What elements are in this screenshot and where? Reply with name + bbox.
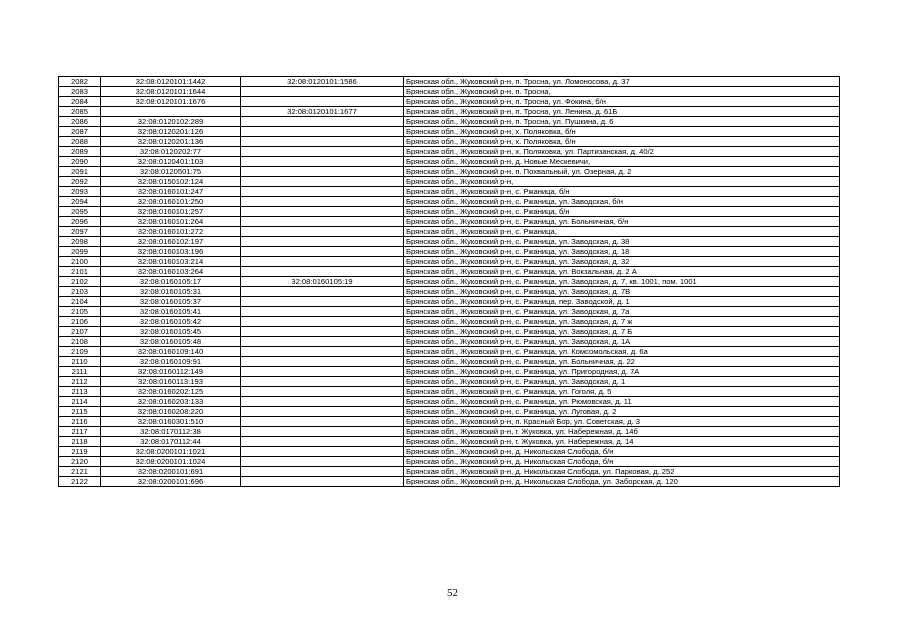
address-cell: Брянская обл., Жуковский р-н, х. Поляковка, б/н xyxy=(404,137,840,147)
cadastral-number-cell: 32:08:0160101:250 xyxy=(101,197,241,207)
row-number-cell: 2083 xyxy=(59,87,101,97)
cadastral-number-cell: 32:08:0170112:44 xyxy=(101,437,241,447)
address-cell: Брянская обл., Жуковский р-н, с. Ржаница, ул. Луговая, д. 2 xyxy=(404,407,840,417)
row-number-cell: 2112 xyxy=(59,377,101,387)
row-number-cell: 2116 xyxy=(59,417,101,427)
row-number-cell: 2095 xyxy=(59,207,101,217)
cadastral-number-cell: 32:08:0160102:197 xyxy=(101,237,241,247)
table-row xyxy=(59,367,840,377)
cadastral-number-cell: 32:08:0160105:48 xyxy=(101,337,241,347)
cadastral-number-cell: 32:08:0160109:140 xyxy=(101,347,241,357)
row-number-cell: 2090 xyxy=(59,157,101,167)
related-cadastral-number-cell xyxy=(241,327,404,337)
related-cadastral-number-cell xyxy=(241,227,404,237)
cadastral-number-cell: 32:08:0160101:247 xyxy=(101,187,241,197)
related-cadastral-number-cell xyxy=(241,247,404,257)
related-cadastral-number-cell xyxy=(241,207,404,217)
row-number-cell: 2097 xyxy=(59,227,101,237)
row-number-cell: 2094 xyxy=(59,197,101,207)
related-cadastral-number-cell xyxy=(241,117,404,127)
table-row xyxy=(59,477,840,487)
related-cadastral-number-cell xyxy=(241,237,404,247)
table-row xyxy=(59,237,840,247)
table-row xyxy=(59,187,840,197)
cadastral-number-cell: 32:08:0160105:37 xyxy=(101,297,241,307)
related-cadastral-number-cell xyxy=(241,197,404,207)
cadastral-number-cell: 32:08:0160101:264 xyxy=(101,217,241,227)
table-row xyxy=(59,387,840,397)
cadastral-number-cell: 32:08:0160105:31 xyxy=(101,287,241,297)
address-cell: Брянская обл., Жуковский р-н, д. Никольская Слобода, ул. Заборская, д. 120 xyxy=(404,477,840,487)
address-cell: Брянская обл., Жуковский р-н, п. Похвальный, ул. Озерная, д. 2 xyxy=(404,167,840,177)
row-number-cell: 2088 xyxy=(59,137,101,147)
row-number-cell: 2087 xyxy=(59,127,101,137)
related-cadastral-number-cell xyxy=(241,317,404,327)
row-number-cell: 2114 xyxy=(59,397,101,407)
table-row xyxy=(59,357,840,367)
row-number-cell: 2105 xyxy=(59,307,101,317)
row-number-cell: 2101 xyxy=(59,267,101,277)
table-row xyxy=(59,97,840,107)
address-cell: Брянская обл., Жуковский р-н, с. Ржаница, ул. Больничная, б/н xyxy=(404,217,840,227)
cadastral-number-cell: 32:08:0120102:289 xyxy=(101,117,241,127)
row-number-cell: 2122 xyxy=(59,477,101,487)
table-row xyxy=(59,167,840,177)
related-cadastral-number-cell xyxy=(241,297,404,307)
address-cell: Брянская обл., Жуковский р-н, п. Красный Бор, ул. Советская, д. 3 xyxy=(404,417,840,427)
address-cell: Брянская обл., Жуковский р-н, п. Тросна, ул. Фокина, б/н xyxy=(404,97,840,107)
cadastral-number-cell: 32:08:0160105:17 xyxy=(101,277,241,287)
address-cell: Брянская обл., Жуковский р-н, д. Никольская Слобода, б/н xyxy=(404,447,840,457)
table-row xyxy=(59,117,840,127)
row-number-cell: 2102 xyxy=(59,277,101,287)
cadastral-number-cell: 32:08:0160105:42 xyxy=(101,317,241,327)
address-cell: Брянская обл., Жуковский р-н, с. Ржаница, ул. Заводская, д. 18 xyxy=(404,247,840,257)
table-row xyxy=(59,267,840,277)
table-row xyxy=(59,327,840,337)
related-cadastral-number-cell xyxy=(241,387,404,397)
table-row xyxy=(59,347,840,357)
row-number-cell: 2093 xyxy=(59,187,101,197)
row-number-cell: 2106 xyxy=(59,317,101,327)
address-cell: Брянская обл., Жуковский р-н, с. Ржаница, ул. Вокзальная, д. 2 А xyxy=(404,267,840,277)
cadastral-number-cell: 32:08:0160103:264 xyxy=(101,267,241,277)
table-row xyxy=(59,457,840,467)
cadastral-number-cell: 32:08:0150102:124 xyxy=(101,177,241,187)
cadastral-number-cell: 32:08:0120202:77 xyxy=(101,147,241,157)
cadastral-number-cell: 32:08:0120201:136 xyxy=(101,137,241,147)
cadastral-number-cell: 32:08:0160301:510 xyxy=(101,417,241,427)
table-row xyxy=(59,177,840,187)
address-cell: Брянская обл., Жуковский р-н, с. Ржаница, ул. Пригородная, д. 7А xyxy=(404,367,840,377)
address-cell: Брянская обл., Жуковский р-н, х. Поляковка, ул. Партизанская, д. 40/2 xyxy=(404,147,840,157)
row-number-cell: 2084 xyxy=(59,97,101,107)
address-cell: Брянская обл., Жуковский р-н, д. Никольская Слобода, ул. Парковая, д. 252 xyxy=(404,467,840,477)
row-number-cell: 2100 xyxy=(59,257,101,267)
cadastral-number-cell: 32:08:0160105:41 xyxy=(101,307,241,317)
address-cell: Брянская обл., Жуковский р-н, с. Ржаница, ул. Заводская, д. 7 ж xyxy=(404,317,840,327)
address-cell: Брянская обл., Жуковский р-н, с. Ржаница, ул. Гоголя, д. 5 xyxy=(404,387,840,397)
address-cell: Брянская обл., Жуковский р-н, г. Жуковка, ул. Набережная, д. 14б xyxy=(404,427,840,437)
cadastral-number-cell xyxy=(101,107,241,117)
row-number-cell: 2107 xyxy=(59,327,101,337)
row-number-cell: 2085 xyxy=(59,107,101,117)
table-row xyxy=(59,337,840,347)
table-row xyxy=(59,217,840,227)
cadastral-number-cell: 32:08:0120201:126 xyxy=(101,127,241,137)
cadastral-number-cell: 32:08:0160103:214 xyxy=(101,257,241,267)
table-row xyxy=(59,467,840,477)
table-row xyxy=(59,207,840,217)
table-row xyxy=(59,107,840,117)
cadastral-number-cell: 32:08:0160112:149 xyxy=(101,367,241,377)
table-row xyxy=(59,227,840,237)
related-cadastral-number-cell xyxy=(241,357,404,367)
table-row xyxy=(59,377,840,387)
table-row xyxy=(59,137,840,147)
related-cadastral-number-cell xyxy=(241,457,404,467)
related-cadastral-number-cell xyxy=(241,427,404,437)
table-row xyxy=(59,257,840,267)
related-cadastral-number-cell xyxy=(241,287,404,297)
cadastral-number-cell: 32:08:0160101:272 xyxy=(101,227,241,237)
related-cadastral-number-cell xyxy=(241,367,404,377)
cadastral-number-cell: 32:08:0120101:1442 xyxy=(101,77,241,87)
address-cell: Брянская обл., Жуковский р-н, с. Ржаница, б/н xyxy=(404,207,840,217)
address-cell: Брянская обл., Жуковский р-н, с. Ржаница, ул. Заводская, д. 32 xyxy=(404,257,840,267)
row-number-cell: 2099 xyxy=(59,247,101,257)
address-cell: Брянская обл., Жуковский р-н, с. Ржаница, ул. Заводская, д. 7 Б xyxy=(404,327,840,337)
address-cell: Брянская обл., Жуковский р-н, п. Тросна, ул. Пушкина, д. 6 xyxy=(404,117,840,127)
row-number-cell: 2098 xyxy=(59,237,101,247)
related-cadastral-number-cell xyxy=(241,257,404,267)
table-row xyxy=(59,277,840,287)
row-number-cell: 2111 xyxy=(59,367,101,377)
table-row xyxy=(59,297,840,307)
related-cadastral-number-cell xyxy=(241,167,404,177)
row-number-cell: 2104 xyxy=(59,297,101,307)
related-cadastral-number-cell xyxy=(241,97,404,107)
table-row xyxy=(59,397,840,407)
table-row xyxy=(59,87,840,97)
address-cell: Брянская обл., Жуковский р-н, с. Ржаница, ул. Заводская, д. 1 xyxy=(404,377,840,387)
table-row xyxy=(59,157,840,167)
page-number: 52 xyxy=(447,587,458,599)
cadastral-number-cell: 32:08:0160109:91 xyxy=(101,357,241,367)
registry-table xyxy=(58,76,840,487)
related-cadastral-number-cell xyxy=(241,267,404,277)
table-row xyxy=(59,307,840,317)
cadastral-number-cell: 32:08:0160103:196 xyxy=(101,247,241,257)
address-cell: Брянская обл., Жуковский р-н, п. Тросна, ул. Ленина, д. 61Б xyxy=(404,107,840,117)
row-number-cell: 2120 xyxy=(59,457,101,467)
table-row xyxy=(59,147,840,157)
table-row xyxy=(59,427,840,437)
row-number-cell: 2109 xyxy=(59,347,101,357)
related-cadastral-number-cell xyxy=(241,467,404,477)
cadastral-number-cell: 32:08:0200101:691 xyxy=(101,467,241,477)
row-number-cell: 2092 xyxy=(59,177,101,187)
address-cell: Брянская обл., Жуковский р-н, п. Тросна, xyxy=(404,87,840,97)
related-cadastral-number-cell xyxy=(241,177,404,187)
related-cadastral-number-cell xyxy=(241,437,404,447)
cadastral-number-cell: 32:08:0120101:1644 xyxy=(101,87,241,97)
address-cell: Брянская обл., Жуковский р-н, с. Ржаница, ул. Заводская, д. 7В xyxy=(404,287,840,297)
row-number-cell: 2115 xyxy=(59,407,101,417)
address-cell: Брянская обл., Жуковский р-н, с. Ржаница, ул. Комсомольская, д. 6а xyxy=(404,347,840,357)
related-cadastral-number-cell xyxy=(241,87,404,97)
address-cell: Брянская обл., Жуковский р-н, с. Ржаница, ул. Заводская, д. 7а xyxy=(404,307,840,317)
table-row xyxy=(59,77,840,87)
cadastral-number-cell: 32:08:0160208:220 xyxy=(101,407,241,417)
cadastral-number-cell: 32:08:0160113:193 xyxy=(101,377,241,387)
row-number-cell: 2118 xyxy=(59,437,101,447)
address-cell: Брянская обл., Жуковский р-н, д. Никольская Слобода, б/н xyxy=(404,457,840,467)
related-cadastral-number-cell xyxy=(241,397,404,407)
related-cadastral-number-cell xyxy=(241,157,404,167)
cadastral-number-cell: 32:08:0160203:133 xyxy=(101,397,241,407)
cadastral-number-cell: 32:08:0120401:103 xyxy=(101,157,241,167)
table-row xyxy=(59,407,840,417)
address-cell: Брянская обл., Жуковский р-н, с. Ржаница, пер. Заводской, д. 1 xyxy=(404,297,840,307)
address-cell: Брянская обл., Жуковский р-н, с. Ржаница, ул. Заводская, д. 1А xyxy=(404,337,840,347)
row-number-cell: 2091 xyxy=(59,167,101,177)
row-number-cell: 2117 xyxy=(59,427,101,437)
related-cadastral-number-cell: 32:08:0160105:19 xyxy=(241,277,404,287)
cadastral-number-cell: 32:08:0200101:1021 xyxy=(101,447,241,457)
table-row xyxy=(59,437,840,447)
row-number-cell: 2089 xyxy=(59,147,101,157)
related-cadastral-number-cell xyxy=(241,407,404,417)
related-cadastral-number-cell xyxy=(241,147,404,157)
cadastral-number-cell: 32:08:0120101:1676 xyxy=(101,97,241,107)
table-row xyxy=(59,127,840,137)
related-cadastral-number-cell xyxy=(241,187,404,197)
cadastral-number-cell: 32:08:0120501:75 xyxy=(101,167,241,177)
related-cadastral-number-cell xyxy=(241,447,404,457)
table-row xyxy=(59,317,840,327)
related-cadastral-number-cell xyxy=(241,217,404,227)
table-row xyxy=(59,417,840,427)
row-number-cell: 2082 xyxy=(59,77,101,87)
cadastral-number-cell: 32:08:0200101:1024 xyxy=(101,457,241,467)
cadastral-number-cell: 32:08:0200101:696 xyxy=(101,477,241,487)
table-row xyxy=(59,247,840,257)
related-cadastral-number-cell xyxy=(241,307,404,317)
cadastral-number-cell: 32:08:0170112:38 xyxy=(101,427,241,437)
table-row xyxy=(59,287,840,297)
row-number-cell: 2113 xyxy=(59,387,101,397)
address-cell: Брянская обл., Жуковский р-н, с. Ржаница, ул. Заводская, д. 7, кв. 1001, пом. 1001 xyxy=(404,277,840,287)
address-cell: Брянская обл., Жуковский р-н, п. Тросна, ул. Ломоносова, д. 37 xyxy=(404,77,840,87)
address-cell: Брянская обл., Жуковский р-н, х. Поляковка, б/н xyxy=(404,127,840,137)
related-cadastral-number-cell xyxy=(241,377,404,387)
row-number-cell: 2108 xyxy=(59,337,101,347)
row-number-cell: 2110 xyxy=(59,357,101,367)
address-cell: Брянская обл., Жуковский р-н, с. Ржаница, ул. Заводская, д. 38 xyxy=(404,237,840,247)
row-number-cell: 2086 xyxy=(59,117,101,127)
address-cell: Брянская обл., Жуковский р-н, с. Ржаница, ул. Больничная, д. 22 xyxy=(404,357,840,367)
address-cell: Брянская обл., Жуковский р-н, г. Жуковка, ул. Набережная, д. 14 xyxy=(404,437,840,447)
related-cadastral-number-cell xyxy=(241,337,404,347)
address-cell: Брянская обл., Жуковский р-н, xyxy=(404,177,840,187)
cadastral-number-cell: 32:08:0160202:125 xyxy=(101,387,241,397)
table-row xyxy=(59,447,840,457)
address-cell: Брянская обл., Жуковский р-н, д. Новые Мескевичи, xyxy=(404,157,840,167)
related-cadastral-number-cell: 32:08:0120101:1677 xyxy=(241,107,404,117)
related-cadastral-number-cell xyxy=(241,417,404,427)
related-cadastral-number-cell xyxy=(241,477,404,487)
row-number-cell: 2121 xyxy=(59,467,101,477)
address-cell: Брянская обл., Жуковский р-н, с. Ржаница, б/н xyxy=(404,187,840,197)
related-cadastral-number-cell xyxy=(241,127,404,137)
row-number-cell: 2103 xyxy=(59,287,101,297)
row-number-cell: 2119 xyxy=(59,447,101,457)
address-cell: Брянская обл., Жуковский р-н, с. Ржаница, ул. Рюмовская, д. 11 xyxy=(404,397,840,407)
table-row xyxy=(59,197,840,207)
row-number-cell: 2096 xyxy=(59,217,101,227)
related-cadastral-number-cell: 32:08:0120101:1586 xyxy=(241,77,404,87)
cadastral-number-cell: 32:08:0160101:257 xyxy=(101,207,241,217)
registry-table-body xyxy=(59,77,840,487)
address-cell: Брянская обл., Жуковский р-н, с. Ржаница, xyxy=(404,227,840,237)
related-cadastral-number-cell xyxy=(241,137,404,147)
address-cell: Брянская обл., Жуковский р-н, с. Ржаница, ул. Заводская, б/н xyxy=(404,197,840,207)
cadastral-number-cell: 32:08:0160105:45 xyxy=(101,327,241,337)
related-cadastral-number-cell xyxy=(241,347,404,357)
